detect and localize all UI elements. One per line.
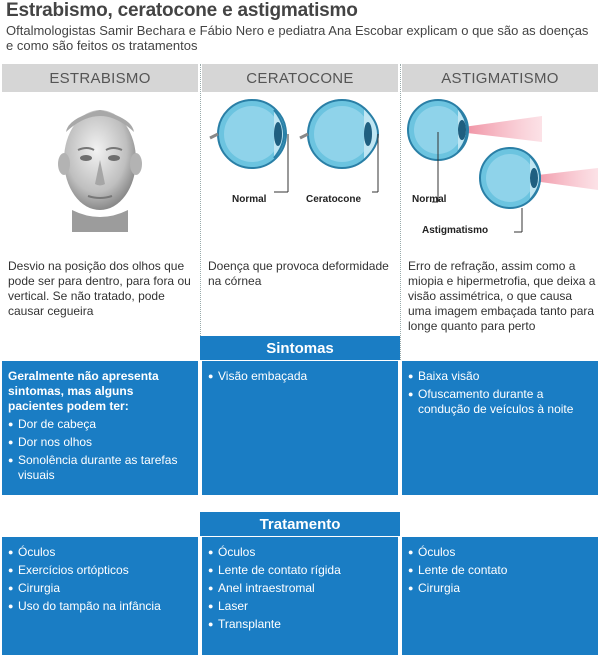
list-item: ● Cirurgia xyxy=(408,581,592,596)
list-item: ● Laser xyxy=(208,599,392,614)
column-divider xyxy=(400,64,401,360)
list-item: ● Anel intraestromal xyxy=(208,581,392,596)
column-header-estrabismo: ESTRABISMO xyxy=(2,64,198,92)
column-astigmatismo xyxy=(402,64,598,333)
ceratocone-eye-illustration xyxy=(202,92,398,242)
column-estrabismo xyxy=(2,64,198,318)
section-label-tratamento: Tratamento xyxy=(200,512,400,536)
list-item: ● Exercícios ortópticos xyxy=(8,563,192,578)
description-astigmatismo: Erro de refração, assim como a miopia e hipermetrofia, que deixa a visão assimétrica, o que causa uma imagem embaçada tanto para longe quanto para perto xyxy=(408,259,596,333)
sintomas-astigmatismo xyxy=(402,361,598,495)
list-item: ● Visão embaçada xyxy=(208,369,392,384)
label-normal: Normal xyxy=(232,194,267,205)
sintomas-estrabismo-intro: Geralmente não apresenta sintomas, mas alguns pacientes podem ter: xyxy=(8,369,159,413)
list-item: ● Uso do tampão na infância xyxy=(8,599,192,614)
tratamento-estrabismo xyxy=(2,537,198,655)
page-title: Estrabismo, ceratocone e astigmatismo xyxy=(6,0,358,21)
list-item: ● Ofuscamento durante a condução de veículos à noite xyxy=(408,387,592,417)
list-item: ● Lente de contato xyxy=(408,563,592,578)
column-divider xyxy=(200,64,201,360)
list-item: ● Sonolência durante as tarefas visuais xyxy=(8,453,192,483)
tratamento-astigmatismo xyxy=(402,537,598,655)
astigmatismo-eye-illustration xyxy=(402,92,598,242)
label-normal: Normal xyxy=(412,194,447,205)
tratamento-ceratocone xyxy=(202,537,398,655)
page-subtitle: Oftalmologistas Samir Bechara e Fábio Nero e pediatra Ana Escobar explicam o que são as doenças e como são feitos os tratamentos xyxy=(6,23,589,53)
list-item: ● Óculos xyxy=(208,545,392,560)
list-item: ● Cirurgia xyxy=(8,581,192,596)
list-item: ● Dor nos olhos xyxy=(8,435,192,450)
label-astigmatismo: Astigmatismo xyxy=(422,225,489,236)
list-item: ● Óculos xyxy=(408,545,592,560)
list-item: ● Dor de cabeça xyxy=(8,417,192,432)
list-item: ● Transplante xyxy=(208,617,392,632)
label-ceratocone: Ceratocone xyxy=(306,194,362,205)
column-header-astigmatismo: ASTIGMATISMO xyxy=(402,64,598,92)
list-item: ● Lente de contato rígida xyxy=(208,563,392,578)
face-illustration xyxy=(2,92,198,242)
section-label-sintomas: Sintomas xyxy=(200,336,400,360)
column-header-ceratocone: CERATOCONE xyxy=(202,64,398,92)
list-item: ● Óculos xyxy=(8,545,192,560)
list-item: ● Baixa visão xyxy=(408,369,592,384)
description-ceratocone: Doença que provoca deformidade na córnea xyxy=(208,259,389,288)
description-estrabismo: Desvio na posição dos olhos que pode ser para dentro, para fora ou vertical. Se não tratado, pode causar cegueira xyxy=(8,259,191,318)
sintomas-ceratocone xyxy=(202,361,398,495)
sintomas-estrabismo xyxy=(2,361,198,495)
column-ceratocone xyxy=(202,64,398,288)
